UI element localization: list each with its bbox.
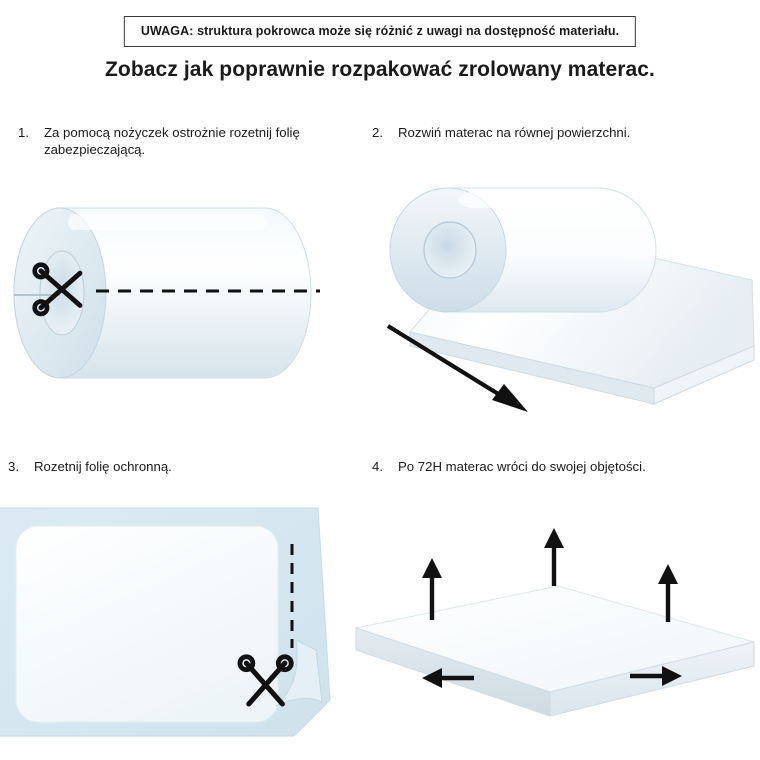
expanded-mattress xyxy=(356,586,754,716)
step-4-number: 4. xyxy=(372,459,383,474)
step-4-illustration xyxy=(350,520,760,750)
step-1-illustration xyxy=(0,178,340,408)
step-1 xyxy=(18,124,348,159)
step-2-illustration xyxy=(352,160,760,440)
flat-mattress xyxy=(16,526,278,722)
step-2-number: 2. xyxy=(372,125,383,140)
notice-banner xyxy=(124,16,636,47)
step-1-text: Za pomocą nożyczek ostrożnie rozetnij folię zabezpieczającą. xyxy=(44,125,300,158)
step-2-text: Rozwiń materac na równej powierzchni. xyxy=(398,125,631,140)
notice-text: UWAGA: struktura pokrowca może się różnić z uwagi na dostępność materiału. xyxy=(140,24,620,38)
step-1-number: 1. xyxy=(18,125,29,140)
step-3-number: 3. xyxy=(8,459,19,474)
step-2 xyxy=(372,124,712,141)
step-3-text: Rozetnij folię ochronną. xyxy=(34,459,172,474)
step-4 xyxy=(372,458,732,475)
mattress-roll-partially-unrolled xyxy=(390,188,656,312)
step-3 xyxy=(8,458,338,475)
expansion-arrow-up-center xyxy=(544,528,564,586)
step-3-illustration xyxy=(0,500,340,750)
page-title: Zobacz jak poprawnie rozpakować zrolowany materac. xyxy=(105,58,655,81)
step-4-text: Po 72H materac wróci do swojej objętości. xyxy=(398,459,646,474)
expansion-arrow-up-right xyxy=(658,564,678,622)
